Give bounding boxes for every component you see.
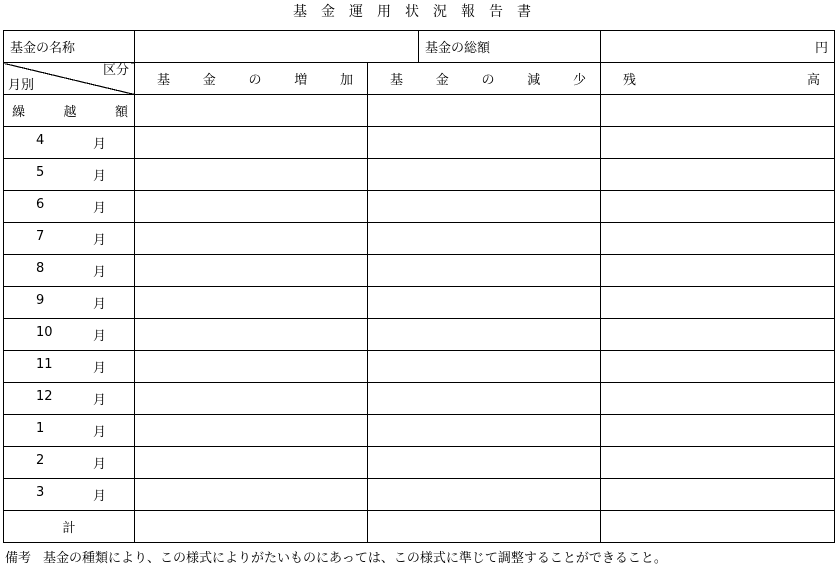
carryover-row <box>4 95 835 127</box>
balance-header <box>601 63 835 95</box>
balance-cell[interactable] <box>601 415 835 447</box>
row-label <box>4 223 135 255</box>
month-unit: 月 <box>92 265 106 280</box>
balance-cell[interactable] <box>601 479 835 511</box>
remarks-note <box>5 550 667 568</box>
increase-cell[interactable] <box>135 127 368 159</box>
yen-unit: 円 <box>814 41 828 56</box>
month-row <box>4 479 835 511</box>
row-label <box>4 319 135 351</box>
decrease-header-char: の <box>481 73 495 88</box>
month-unit: 月 <box>92 137 106 152</box>
decrease-cell[interactable] <box>368 127 601 159</box>
month-number: 3 <box>36 485 45 500</box>
month-label <box>4 485 134 504</box>
row-label <box>4 415 135 447</box>
month-number: 10 <box>36 325 53 340</box>
fund-total-label-text: 基金の総額 <box>425 41 491 56</box>
fund-info-row <box>4 31 835 63</box>
fund-name-field[interactable] <box>135 31 419 63</box>
month-label <box>4 453 134 472</box>
month-label <box>4 165 134 184</box>
decrease-header-text <box>368 69 600 88</box>
row-label <box>4 287 135 319</box>
balance-cell[interactable] <box>601 191 835 223</box>
month-row <box>4 383 835 415</box>
month-number: 7 <box>36 229 45 244</box>
increase-cell[interactable] <box>135 255 368 287</box>
month-label <box>4 357 134 376</box>
row-label <box>4 511 135 543</box>
decrease-cell[interactable] <box>368 447 601 479</box>
carryover-increase-cell[interactable] <box>135 95 368 127</box>
increase-cell[interactable] <box>135 191 368 223</box>
carryover-label-char: 額 <box>114 105 128 120</box>
decrease-cell[interactable] <box>368 415 601 447</box>
month-label <box>4 229 134 248</box>
month-label <box>4 133 134 152</box>
increase-cell[interactable] <box>135 479 368 511</box>
month-number: 9 <box>36 293 45 308</box>
row-label <box>4 479 135 511</box>
increase-cell[interactable] <box>135 223 368 255</box>
increase-cell[interactable] <box>135 383 368 415</box>
month-unit: 月 <box>92 425 106 440</box>
balance-cell[interactable] <box>601 223 835 255</box>
month-label <box>4 325 134 344</box>
carryover-label-text <box>4 101 134 120</box>
month-unit: 月 <box>92 233 106 248</box>
month-number: 6 <box>36 197 45 212</box>
month-label <box>4 197 134 216</box>
decrease-header-char: 基 <box>390 73 404 88</box>
increase-header-char: 金 <box>202 73 216 88</box>
balance-cell[interactable] <box>601 511 835 543</box>
increase-header-text <box>135 69 367 88</box>
month-row <box>4 191 835 223</box>
carryover-label <box>4 95 135 127</box>
balance-cell[interactable] <box>601 319 835 351</box>
carryover-label-char: 繰 <box>12 105 26 120</box>
decrease-cell[interactable] <box>368 319 601 351</box>
increase-cell[interactable] <box>135 415 368 447</box>
total-row <box>4 511 835 543</box>
decrease-cell[interactable] <box>368 255 601 287</box>
decrease-cell[interactable] <box>368 383 601 415</box>
total-label: 計 <box>62 521 76 536</box>
fund-total-label <box>419 31 601 63</box>
month-number: 4 <box>36 133 45 148</box>
increase-cell[interactable] <box>135 351 368 383</box>
increase-header-char: 加 <box>339 73 353 88</box>
increase-header-char: 増 <box>294 73 308 88</box>
row-label <box>4 127 135 159</box>
balance-header-char: 高 <box>806 73 820 88</box>
increase-header <box>135 63 368 95</box>
increase-cell[interactable] <box>135 447 368 479</box>
month-row <box>4 223 835 255</box>
fund-total-field[interactable] <box>601 31 835 63</box>
balance-header-text <box>601 69 834 88</box>
month-row <box>4 287 835 319</box>
month-label <box>4 389 134 408</box>
month-unit: 月 <box>92 297 106 312</box>
carryover-decrease-cell[interactable] <box>368 95 601 127</box>
month-row <box>4 255 835 287</box>
row-label <box>4 255 135 287</box>
month-unit: 月 <box>92 169 106 184</box>
month-label <box>4 293 134 312</box>
balance-cell[interactable] <box>601 159 835 191</box>
increase-header-char: 基 <box>157 73 171 88</box>
month-row <box>4 319 835 351</box>
remarks-text: 基金の種類により、この様式によりがたいものにあっては、この様式に準じて調整することができること。 <box>43 551 667 566</box>
corner-header-cell <box>4 63 135 95</box>
balance-cell[interactable] <box>601 127 835 159</box>
month-unit: 月 <box>92 457 106 472</box>
month-label <box>4 261 134 280</box>
balance-cell[interactable] <box>601 351 835 383</box>
increase-cell[interactable] <box>135 319 368 351</box>
month-number: 5 <box>36 165 45 180</box>
month-row <box>4 447 835 479</box>
corner-month-label: 月別 <box>8 78 35 93</box>
carryover-label-char: 越 <box>63 105 77 120</box>
column-header-row <box>4 63 835 95</box>
row-label <box>4 383 135 415</box>
carryover-balance-cell[interactable] <box>601 95 835 127</box>
balance-header-char: 残 <box>623 73 637 88</box>
increase-cell[interactable] <box>135 511 368 543</box>
month-row <box>4 351 835 383</box>
month-unit: 月 <box>92 201 106 216</box>
row-label <box>4 447 135 479</box>
month-number: 11 <box>36 357 53 372</box>
decrease-cell[interactable] <box>368 223 601 255</box>
decrease-header-char: 金 <box>435 73 449 88</box>
month-number: 1 <box>36 421 45 436</box>
month-unit: 月 <box>92 329 106 344</box>
decrease-cell[interactable] <box>368 351 601 383</box>
decrease-cell[interactable] <box>368 511 601 543</box>
balance-cell[interactable] <box>601 287 835 319</box>
balance-cell[interactable] <box>601 255 835 287</box>
corner-category-label: 区分 <box>102 63 129 78</box>
decrease-header <box>368 63 601 95</box>
month-row <box>4 127 835 159</box>
month-number: 2 <box>36 453 45 468</box>
decrease-cell[interactable] <box>368 287 601 319</box>
report-table <box>3 30 835 543</box>
month-row <box>4 159 835 191</box>
increase-cell[interactable] <box>135 159 368 191</box>
month-number: 8 <box>36 261 45 276</box>
increase-cell[interactable] <box>135 287 368 319</box>
row-label <box>4 351 135 383</box>
month-unit: 月 <box>92 393 106 408</box>
decrease-header-char: 減 <box>527 73 541 88</box>
decrease-header-char: 少 <box>572 73 586 88</box>
month-unit: 月 <box>92 489 106 504</box>
decrease-cell[interactable] <box>368 479 601 511</box>
month-label <box>4 421 134 440</box>
increase-header-char: の <box>248 73 262 88</box>
row-label <box>4 159 135 191</box>
balance-cell[interactable] <box>601 447 835 479</box>
month-number: 12 <box>36 389 53 404</box>
page-title: 基金運用状況報告書 <box>293 4 545 20</box>
month-row <box>4 415 835 447</box>
fund-name-label: 基金の名称 <box>4 31 135 63</box>
decrease-cell[interactable] <box>368 191 601 223</box>
decrease-cell[interactable] <box>368 159 601 191</box>
balance-cell[interactable] <box>601 383 835 415</box>
remarks-head: 備考 <box>5 551 32 566</box>
month-unit: 月 <box>92 361 106 376</box>
row-label <box>4 191 135 223</box>
